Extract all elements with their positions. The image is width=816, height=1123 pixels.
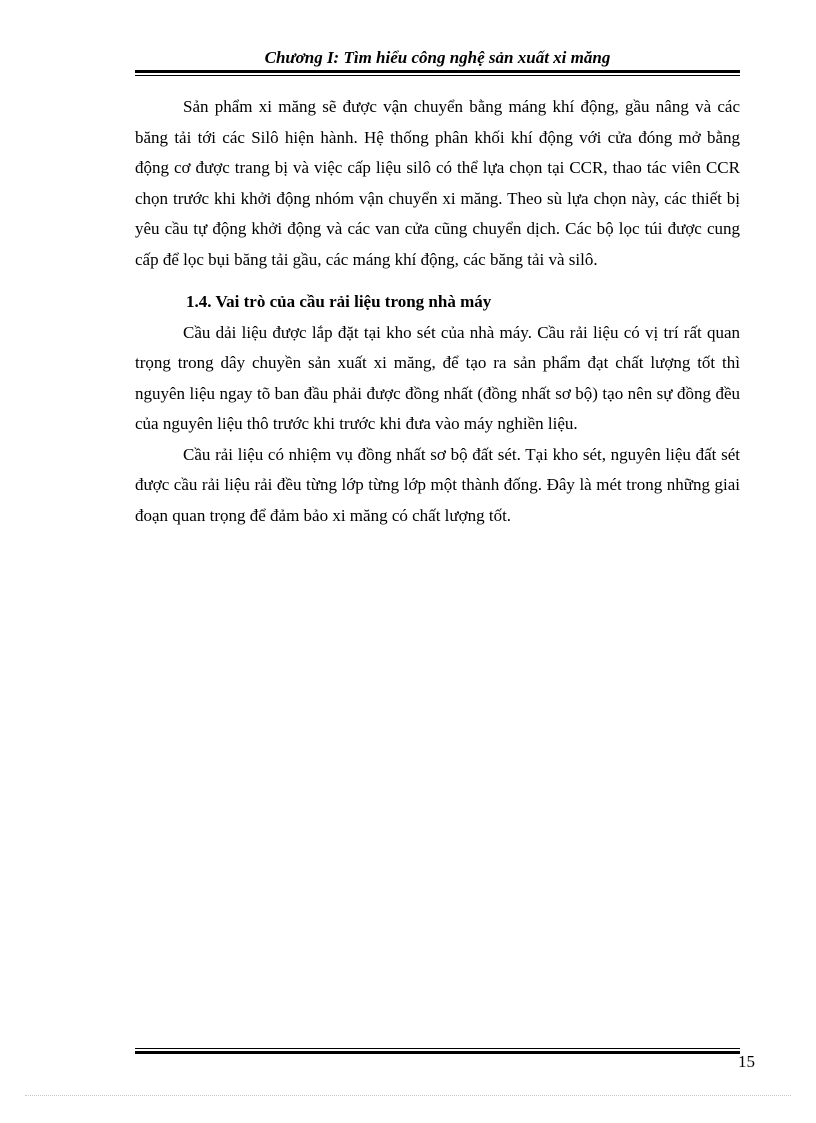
section-heading: 1.4. Vai trò của cầu rải liệu trong nhà máy bbox=[186, 292, 492, 311]
chapter-header: Chương I: Tìm hiểu công nghệ sản xuất xi măng bbox=[264, 48, 611, 67]
page-number: 15 bbox=[738, 1052, 755, 1071]
header-rule-thin bbox=[135, 75, 740, 76]
page-edge-divider bbox=[25, 1095, 791, 1096]
paragraph: Sản phẩm xi măng sẽ được vận chuyển bằng máng khí động, gầu nâng và các băng tải tới các Silô hiện hành. Hệ thống phân khối khí động với cửa đóng mở bằng động cơ được trang bị và việc cấp liệu silô có thể lựa chọn tại CCR, thao tác viên CCR chọn trước khi khởi động nhóm vận chuyển xi măng. Theo sù lựa chọn này, các thiết bị yêu cầu tự động khởi động và các van cửa cũng chuyển dịch. Các bộ lọc túi được cung cấp để lọc bụi băng tải gầu, các máng khí động, các băng tải và silô. bbox=[135, 97, 740, 269]
footer-rule-thick bbox=[135, 1051, 740, 1054]
footer-rule-thin bbox=[135, 1048, 740, 1049]
body-text bbox=[135, 92, 740, 531]
header-rule-thick bbox=[135, 70, 740, 73]
paragraph: Cầu dải liệu được lắp đặt tại kho sét của nhà máy. Cầu rải liệu có vị trí rất quan trọng trong dây chuyền sản xuất xi măng, để tạo ra sản phẩm đạt chất lượng tốt thì nguyên liệu ngay tõ ban đầu phải được đồng nhất (đồng nhất sơ bộ) tạo nên sự đồng đều của nguyên liệu thô trước khi trước khi đưa vào máy nghiền liệu. bbox=[135, 322, 740, 433]
paragraph: Cầu rải liệu có nhiệm vụ đồng nhất sơ bộ đất sét. Tại kho sét, nguyên liệu đất sét được cầu rải liệu rải đều từng lớp từng lớp một thành đống. Đây là mét trong những giai đoạn quan trọng để đảm bảo xi măng có chất lượng tốt. bbox=[135, 444, 740, 525]
